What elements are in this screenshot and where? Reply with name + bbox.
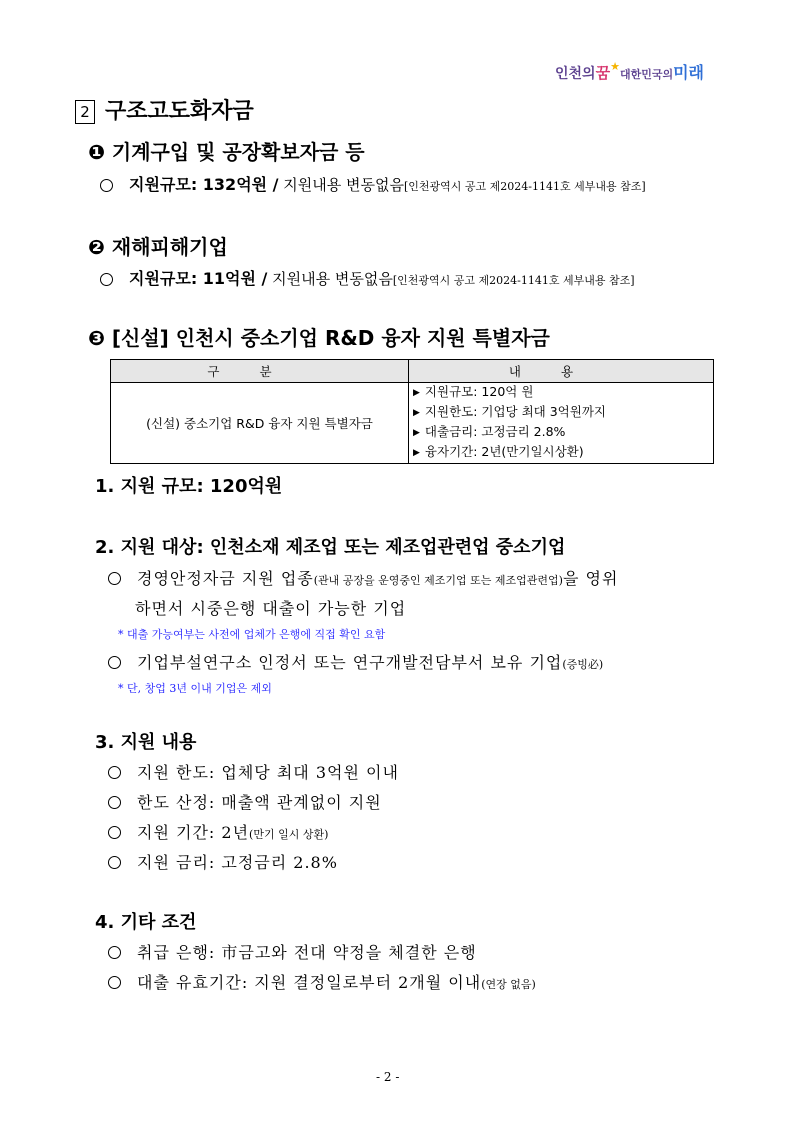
circle-bullet-icon	[108, 976, 121, 989]
list-item-text: 지원규모: 120억 원	[424, 384, 534, 399]
s3-bullet-4-text: 지원 금리: 고정금리 2.8%	[137, 853, 338, 872]
s2-note-1: * 대출 가능여부는 사전에 업체가 은행에 직접 확인 요함	[118, 628, 386, 641]
circle-bullet-icon	[100, 273, 113, 286]
list-item-text: 융자기간: 2년(만기일시상환)	[424, 444, 584, 459]
s4-bullet-1	[108, 940, 477, 963]
s3-bullet-1	[108, 760, 399, 783]
s2-bullet-1	[108, 566, 618, 589]
item2-line	[100, 266, 635, 289]
s4-title: 4. 기타 조건	[95, 912, 197, 933]
s3-bullet-3	[108, 820, 328, 843]
s4-bullet-2	[108, 970, 536, 993]
logo-text-2: 꿈	[595, 64, 611, 82]
item1-text: 지원내용 변동없음	[278, 176, 404, 194]
list-item-text: 대출금리: 고정금리 2.8%	[424, 424, 566, 439]
circle-bullet-icon	[108, 796, 121, 809]
s4-bullet-1-text: 취급 은행: 市금고와 전대 약정을 체결한 은행	[137, 943, 477, 962]
s2-bullet-1-small: (관내 공장을 운영중인 제조기업 또는 제조업관련업)	[313, 574, 563, 587]
logo	[555, 60, 704, 83]
s3-bullet-4	[108, 850, 338, 873]
item3-heading: ❸ [신설] 인천시 중소기업 R&D 융자 지원 특별자금	[88, 326, 550, 350]
item1-line	[100, 172, 646, 195]
s2-bullet-2	[108, 650, 603, 673]
list-item	[413, 423, 707, 443]
circle-bullet-icon	[108, 766, 121, 779]
s4-bullet-2-text: 대출 유효기간: 지원 결정일로부터 2개월 이내	[137, 973, 482, 992]
list-item-text: 지원한도: 기업당 최대 3억원까지	[424, 404, 606, 419]
page-number: - 2 -	[376, 1070, 400, 1084]
s3-bullet-3-small: (만기 일시 상환)	[249, 828, 329, 841]
triangle-bullet-icon: ▶	[413, 448, 420, 458]
s2-title: 2. 지원 대상: 인천소재 제조업 또는 제조업관련업 중소기업	[95, 537, 566, 558]
circle-bullet-icon	[108, 572, 121, 585]
item1-note: [인천광역시 공고 제2024-1141호 세부내용 참조]	[404, 180, 646, 193]
table-header-category: 구분	[111, 360, 409, 383]
circle-bullet-icon	[100, 179, 113, 192]
section-title	[75, 94, 254, 125]
triangle-bullet-icon: ▶	[413, 408, 420, 418]
s3-title: 3. 지원 내용	[95, 732, 197, 753]
logo-text-1: 인천의	[555, 66, 596, 82]
circle-bullet-icon	[108, 856, 121, 869]
s2-bullet-1-end: 을 영위	[562, 569, 619, 588]
table-header-content: 내용	[409, 360, 714, 383]
circle-bullet-icon	[108, 826, 121, 839]
list-item	[413, 443, 707, 463]
triangle-bullet-icon: ▶	[413, 428, 420, 438]
item2-label: 지원규모: 11억원 /	[129, 269, 268, 288]
s2-bullet-2-small: (증빙必)	[562, 658, 604, 671]
circle-bullet-icon	[108, 656, 121, 669]
section-number: 2	[75, 100, 95, 124]
item1-label: 지원규모: 132억원 /	[129, 175, 279, 194]
s1-title: 1. 지원 규모: 120억원	[95, 476, 283, 497]
table-cell-content	[409, 383, 714, 464]
list-item	[413, 403, 707, 423]
item1-heading: ❶ 기계구입 및 공장확보자금 등	[88, 140, 365, 164]
table-header-row	[111, 360, 714, 383]
logo-text-4: 미래	[673, 63, 705, 82]
item2-note: [인천광역시 공고 제2024-1141호 세부내용 참조]	[392, 274, 635, 287]
table-cell-category: (신설) 중소기업 R&D 융자 지원 특별자금	[111, 383, 409, 464]
s2-bullet-2-text: 기업부설연구소 인정서 또는 연구개발전담부서 보유 기업	[137, 653, 563, 672]
triangle-bullet-icon: ▶	[413, 388, 420, 398]
s3-bullet-3-text: 지원 기간: 2년	[137, 823, 250, 842]
item2-heading: ❷ 재해피해기업	[88, 235, 228, 259]
list-item	[413, 383, 707, 403]
star-icon: ★	[610, 60, 620, 73]
s4-bullet-2-small: (연장 없음)	[481, 978, 536, 991]
circle-bullet-icon	[108, 946, 121, 959]
logo-text-3: 대한민국의	[619, 68, 674, 81]
table-row	[111, 383, 714, 464]
s3-bullet-2-text: 한도 산정: 매출액 관계없이 지원	[137, 793, 382, 812]
s2-note-2: * 단, 창업 3년 이내 기업은 제외	[118, 682, 272, 695]
s2-bullet-1-text: 경영안정자금 지원 업종	[137, 569, 314, 588]
s2-bullet-1-cont: 하면서 시중은행 대출이 가능한 기업	[135, 599, 407, 618]
s3-bullet-2	[108, 790, 382, 813]
item2-text: 지원내용 변동없음	[267, 270, 393, 288]
s3-bullet-1-text: 지원 한도: 업체당 최대 3억원 이내	[137, 763, 399, 782]
section-title-text: 구조고도화자금	[105, 99, 254, 124]
fund-table	[110, 359, 714, 464]
